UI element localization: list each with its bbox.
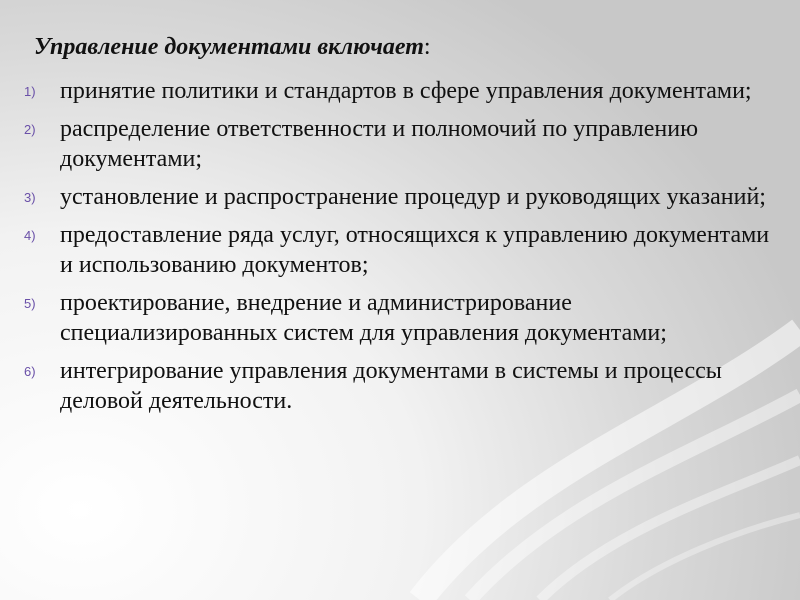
list-item-text: интегрирование управления документами в системы и процессы деловой деятельности.: [60, 358, 722, 414]
list-item-text: проектирование, внедрение и администрирование специализированных систем для управления документами;: [60, 290, 667, 346]
list-item-text: установление и распространение процедур и руководящих указаний;: [60, 184, 766, 210]
list-item-number: 2): [24, 122, 36, 137]
list-item-number: 5): [24, 296, 36, 311]
duties-list: [0, 76, 800, 424]
list-item-number: 3): [24, 190, 36, 205]
list-item: [0, 220, 780, 280]
list-item-text: предоставление ряда услуг, относящихся к управлению документами и использованию документов;: [60, 222, 770, 278]
list-item-number: 1): [24, 84, 36, 99]
list-item: [0, 114, 780, 174]
slide-heading: [34, 33, 431, 61]
list-item-number: 6): [24, 364, 36, 379]
list-item: [0, 182, 780, 212]
list-item-number: 4): [24, 228, 36, 243]
list-item-text: распределение ответственности и полномочий по управлению документами;: [60, 116, 699, 172]
list-item: [0, 356, 780, 416]
list-item: [0, 76, 780, 106]
list-item: [0, 288, 780, 348]
list-item-text: принятие политики и стандартов в сфере управления документами;: [60, 78, 752, 104]
heading-title: Управление документами включает: [34, 34, 424, 60]
heading-colon: :: [423, 34, 431, 60]
